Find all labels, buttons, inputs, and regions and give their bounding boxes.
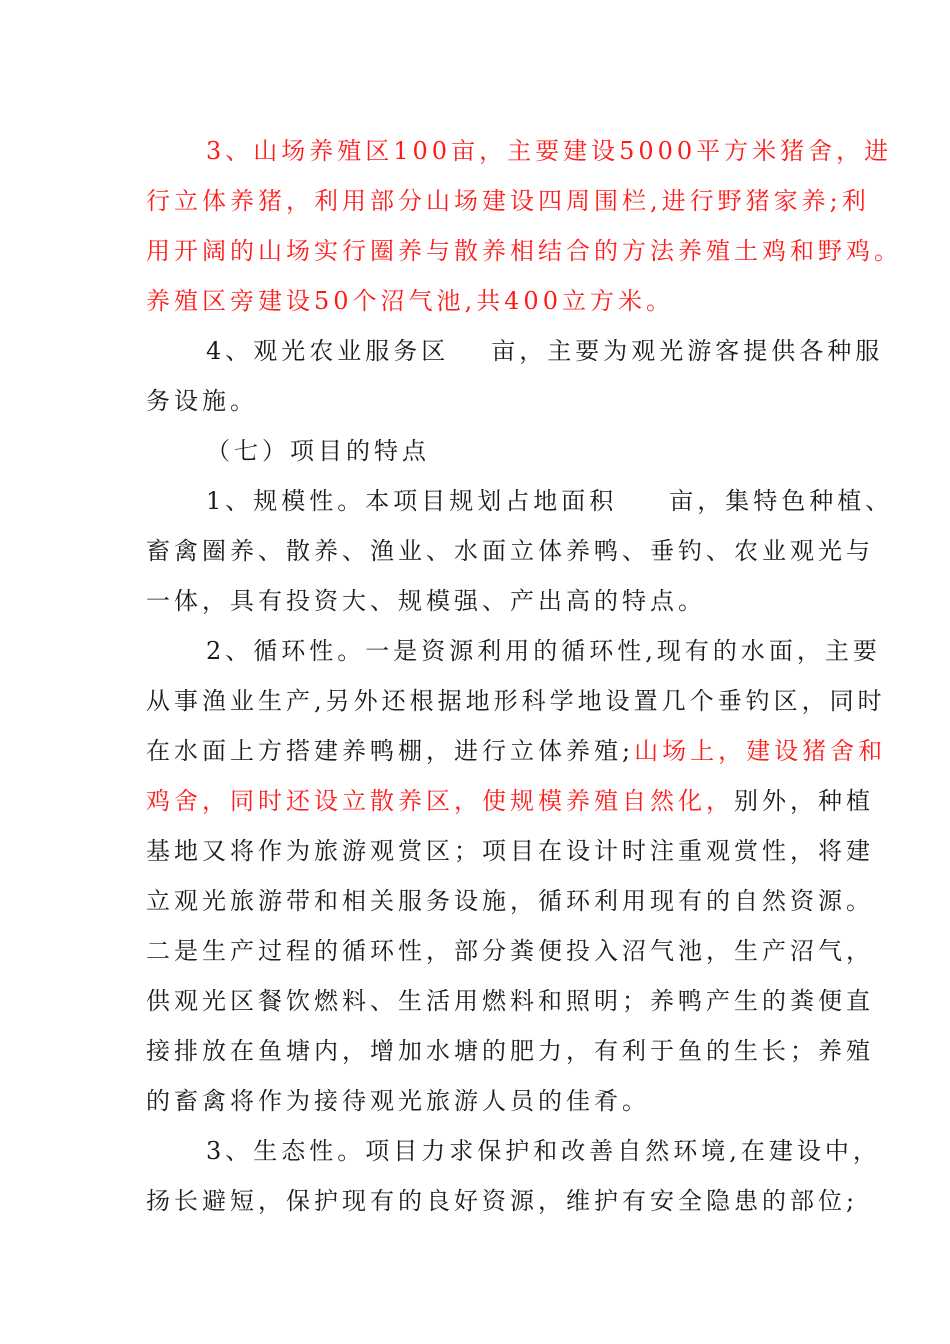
paragraph-line: 供观光区餐饮燃料、生活用燃料和照明；养鸭产生的粪便直 [146,987,874,1015]
text-segment: 别外，种植 [734,787,874,815]
paragraph-line: 养殖区旁建设50个沼气池,共400立方米。 [146,287,674,315]
paragraph-line: 畜禽圈养、散养、渔业、水面立体养鸭、垂钓、农业观光与 [146,537,874,565]
text-segment: 在水面上方搭建养鸭棚，进行立体养殖; [146,737,635,765]
text-segment: 1、规模性。本项目规划占地面积 [206,487,618,515]
text-segment: 4、观光农业服务区 [206,337,450,365]
paragraph-line [146,786,874,816]
paragraph-line: 一体，具有投资大、规模强、产出高的特点。 [146,587,706,615]
paragraph-line: 二是生产过程的循环性，部分粪便投入沼气池，生产沼气， [146,937,874,965]
paragraph-line [206,336,884,366]
paragraph-line [146,736,887,766]
highlighted-text: 鸡舍，同时还设立散养区，使规模养殖自然化， [146,787,734,815]
paragraph-line: 的畜禽将作为接待观光旅游人员的佳肴。 [146,1087,650,1115]
paragraph-line [206,486,894,516]
paragraph-line: 2、循环性。一是资源利用的循环性,现有的水面，主要 [206,637,881,665]
paragraph-line: 基地又将作为旅游观赏区；项目在设计时注重观赏性，将建 [146,837,874,865]
paragraph-line: 务设施。 [146,387,258,415]
paragraph-line: 立观光旅游带和相关服务设施，循环利用现有的自然资源。 [146,887,874,915]
text-segment: 亩，集特色种植、 [669,487,894,515]
highlighted-text: 山场上，建设猪舍和 [634,737,887,765]
paragraph-line: 从事渔业生产,另外还根据地形科学地设置几个垂钓区，同时 [146,687,886,715]
paragraph-line: 扬长避短，保护现有的良好资源，维护有安全隐患的部位; [146,1187,859,1215]
text-segment: 亩，主要为观光游客提供各种服 [491,337,884,365]
section-heading: （七）项目的特点 [206,437,430,465]
paragraph-line: 用开阔的山场实行圈养与散养相结合的方法养殖土鸡和野鸡。 [146,237,902,265]
paragraph-line: 接排放在鱼塘内，增加水塘的肥力，有利于鱼的生长；养殖 [146,1037,874,1065]
paragraph-line: 3、山场养殖区100亩，主要建设5000平方米猪舍，进 [206,137,893,165]
paragraph-line: 3、生态性。项目力求保护和改善自然环境,在建设中， [206,1137,881,1165]
paragraph-line: 行立体养猪，利用部分山场建设四周围栏,进行野猪家养;利 [146,187,870,215]
